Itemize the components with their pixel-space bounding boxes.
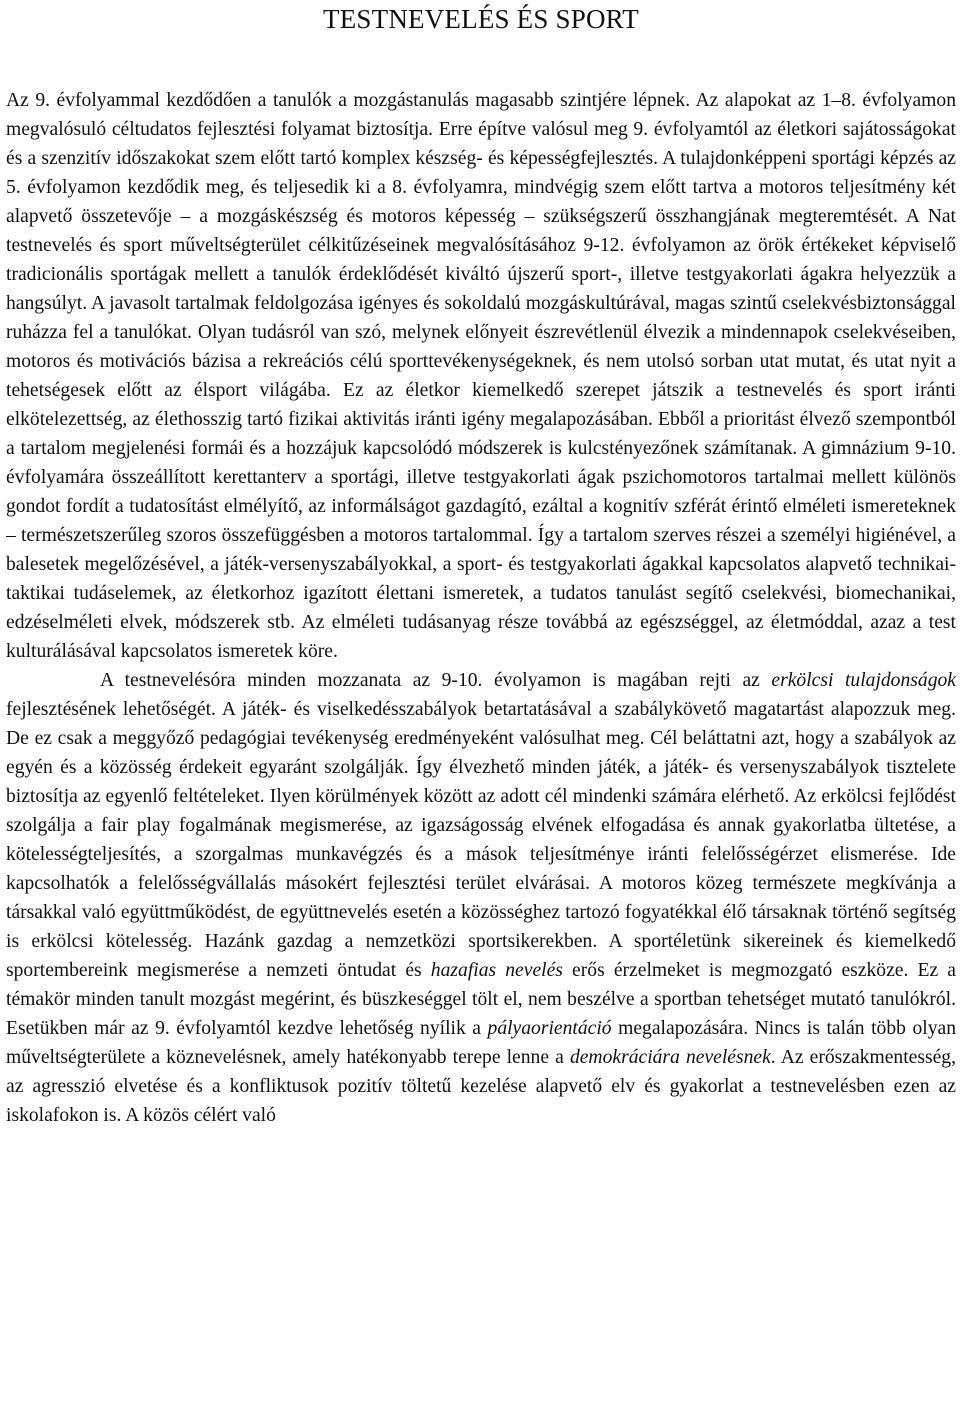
paragraph-intro: Az 9. évfolyammal kezdődően a tanulók a mozgástanulás magasabb szintjére lépnek. Az alapokat az 1–8. évfolyamon megvalósuló céltudatos fejlesztési folyamat biztosítja. Erre építve valósul meg 9. évfolyamtól az életkori sajátosságokat és a szenzitív időszakokat szem előtt tartó komplex készség- és képességfejlesztés. A tulajdonképpeni sportági képzés az 5. évfolyamon kezdődik meg, és teljesedik ki a 8. évfolyamra, mindvégig szem előtt tartva a motoros teljesítmény két alapvető összetevője – a mozgáskészség és motoros képesség – szükségszerű összhangjának megteremtését. A Nat testnevelés és sport műveltségterület célkitűzéseinek megvalósításához 9-12. évfolyamon az örök értékeket képviselő tradicionális sportágak mellett a tanulók érdeklődését kiváltó újszerű sport-, illetve testgyakorlati ágakra helyezzük a hangsúlyt. A javasolt tartalmak feldolgozása igényes és sokoldalú mozgáskultúrával, magas szintű cselekvésbiztonsággal ruházza fel a tanulókat. Olyan tudásról van szó, melynek előnyeit észrevétlenül élvezik a mindennapok cselekvéseiben, motoros és motivációs bázisa a rekreációs célú sporttevékenységeknek, és nem utolsó sorban utat mutat, és utat nyit a tehetségesek előtt az élsport világába. Ez az életkor kiemelkedő szerepet játszik a testnevelés és sport iránti elkötelezettség, az élethosszig tartó fizikai aktivitás iránti igény megalapozásában. Ebből a prioritást élvező szempontból a tartalom megjelenési formái és a hozzájuk kapcsolódó módszerek is kulcstényezőnek számítanak. A gimnázium 9-10. évfolyamára összeállított kerettanterv a sportági, illetve testgyakorlati ágak pszichomotoros tartalmai mellett különös gondot fordít a tudatosítást elmélyítő, az informálságot gazdagító, ezáltal a kognitív szférát érintő elméleti ismereteknek – természetszerűleg szoros összefüggésben a motoros tartalommal. Így a tartalom szerves részei a személyi higiénével, a balesetek megelőzésével, a játék-versenyszabályokkal, a sport- és testgyakorlati ágakkal kapcsolatos alapvető technikai-taktikai tudáselemek, az életkorhoz igazított élettani ismeretek, a tudatos tanulást segítő cselekvési, biomechanikai, edzéselméleti elvek, módszerek stb. Az elméleti tudásanyag része továbbá az egészséggel, az életmóddal, azaz a test kulturálásával kapcsolatos ismeretek köre.	[6, 90, 956, 662]
document-page	[6, 0, 956, 1428]
paragraph-moral-education	[6, 666, 956, 1130]
emphasis-text: demokráciára nevelésnek	[569, 1047, 771, 1068]
paragraph-text: . Az erőszakmentesség, az agresszió elvetése és a konfliktusok pozitív töltetű kezelése alapvető elv és gyakorlat a testnevelésben ezen az iskolafokon is. A közös célért való	[6, 1047, 956, 1126]
emphasis-text: pályaorientáció	[487, 1018, 612, 1039]
page-title: TESTNEVELÉS ÉS SPORT	[323, 4, 639, 34]
paragraph-text: erős érzelmeket is megmozgató eszköze. Ez a témakör minden tanult mozgást megérint, és büszkeséggel tölt el, nem beszélve a sportban tehetséget mutató tanulókról. Esetükben már az 9. évfolyamtól kezdve lehetőség nyílik a	[6, 960, 956, 1039]
emphasis-text: erkölcsi tulajdonságok	[771, 670, 956, 691]
paragraph-text: A testnevelésóra minden mozzanata az 9-10. évolyamon is magában rejti az	[100, 670, 772, 691]
paragraph-text: fejlesztésének lehetőségét. A játék- és viselkedésszabályok betartatásával a szabálykövető magatartást alapozzuk meg. De ez csak a meggyőző pedagógiai tevékenység eredményeként valósulhat meg. Cél beláttatni azt, hogy a szabályok az egyén és a közösség érdekeit egyaránt szolgálják. Így élvezhető minden játék, a játék- és versenyszabályok tisztelete biztosítja az egyenlő feltételeket. Ilyen körülmények között az adott cél mindenki számára elérhető. Az erkölcsi fejlődést szolgálja a fair play fogalmának megismerése, az igazságosság elvének elfogadása és annak gyakorlatba ültetése, a kötelességteljesítés, a szorgalmas munkavégzés és a mások teljesítménye iránti felelősségérzet elismerése. Ide kapcsolhatók a felelősségvállalás másokért fejlesztési terület elvárásai. A motoros közeg természete megkívánja a társakkal való együttműködést, de együttnevelés esetén a közösséghez tartozó fogyatékkal élő társaknak történő segítség is erkölcsi kötelesség. Hazánk gazdag a nemzetközi sportsikerekben. A sportéletünk sikereinek és kiemelkedő sportembereink megismerése a nemzeti öntudat és	[6, 699, 956, 981]
document-body	[6, 86, 956, 1130]
paragraph-text: megalapozására. Nincs is talán több olyan műveltségterülete a köznevelésnek, amely hatékonyabb terepe lenne a	[6, 1018, 956, 1068]
emphasis-text: hazafias nevelés	[430, 960, 563, 981]
